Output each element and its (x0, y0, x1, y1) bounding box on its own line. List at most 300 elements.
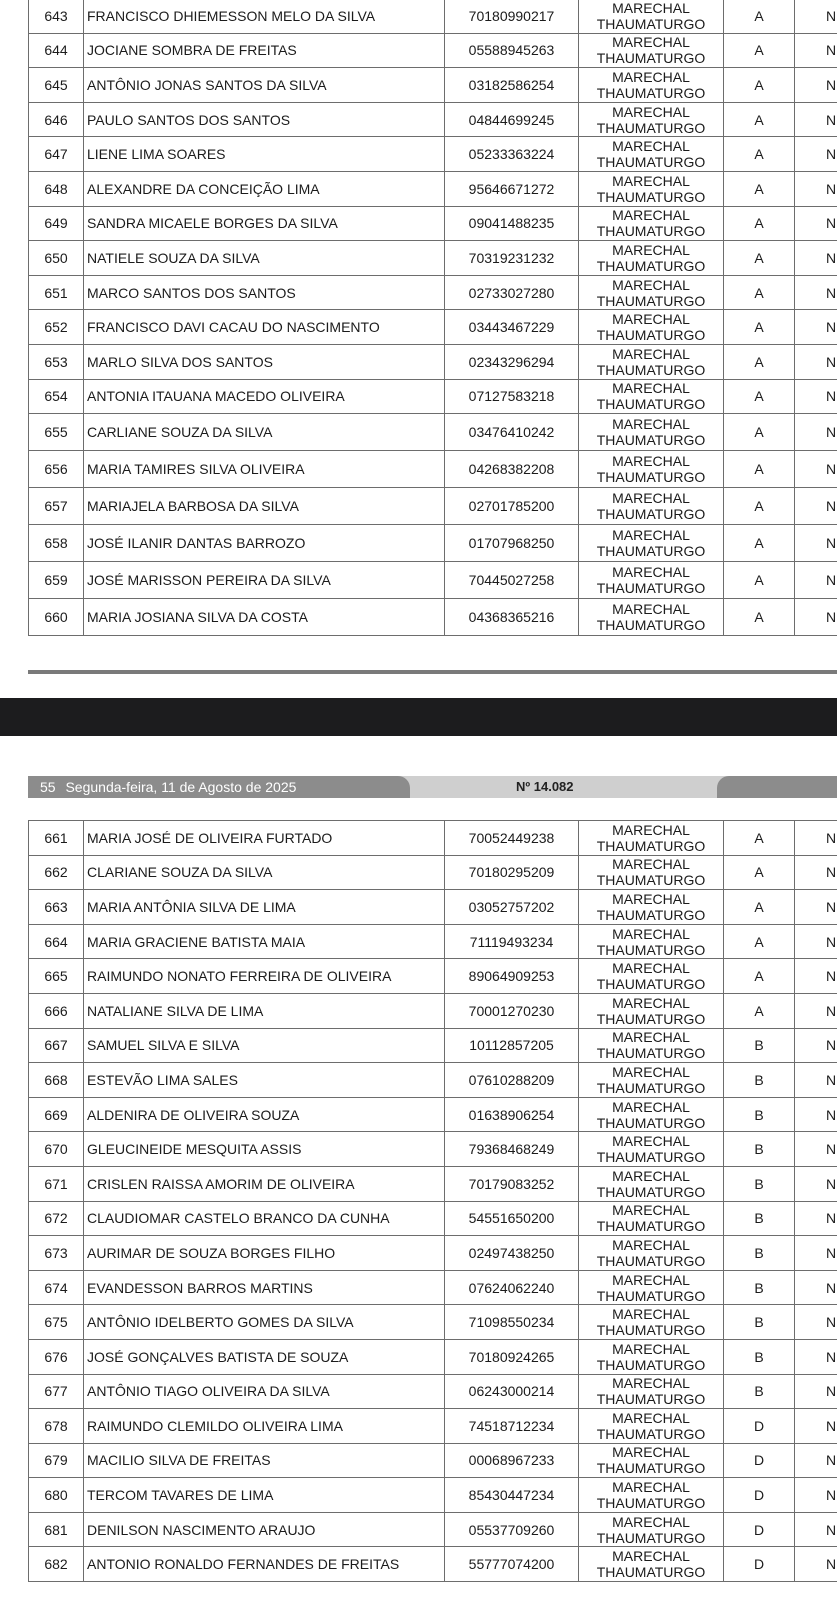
row-name: ANTONIA ITAUANA MACEDO OLIVEIRA (84, 379, 445, 414)
row-flag: N (795, 275, 837, 310)
row-cpf: 01638906254 (445, 1097, 579, 1132)
row-city-line2: THAUMATURGO (596, 543, 706, 560)
table-row (29, 1443, 837, 1478)
row-city-line1: MARECHAL (612, 345, 690, 362)
row-city (579, 33, 724, 68)
row-flag: N (795, 379, 837, 414)
row-number: 663 (29, 890, 84, 925)
row-flag: N (795, 414, 837, 451)
row-city-line2: THAUMATURGO (596, 1252, 706, 1269)
row-city-line1: MARECHAL (612, 0, 690, 16)
row-category: A (724, 102, 795, 137)
row-name: MARIA TAMIRES SILVA OLIVEIRA (84, 451, 445, 488)
page-bottom-rule (28, 670, 837, 674)
row-cpf: 70001270230 (445, 993, 579, 1028)
page-header-left (28, 776, 410, 798)
row-flag: N (795, 241, 837, 276)
row-category: B (724, 1374, 795, 1409)
table-row (29, 562, 837, 599)
row-name: DENILSON NASCIMENTO ARAUJO (84, 1512, 445, 1547)
page-top-margin (0, 736, 837, 776)
row-city-line2: THAUMATURGO (596, 469, 706, 486)
row-city (579, 488, 724, 525)
row-city (579, 1063, 724, 1098)
row-name: SAMUEL SILVA E SILVA (84, 1028, 445, 1063)
row-number: 682 (29, 1547, 84, 1582)
row-cpf: 54551650200 (445, 1201, 579, 1236)
row-city-line2: THAUMATURGO (596, 432, 706, 449)
row-flag: N (795, 525, 837, 562)
row-number: 657 (29, 488, 84, 525)
row-name: ESTEVÃO LIMA SALES (84, 1063, 445, 1098)
row-city (579, 1374, 724, 1409)
row-flag: N (795, 33, 837, 68)
row-category: A (724, 821, 795, 856)
row-flag: N (795, 890, 837, 925)
row-city-line2: THAUMATURGO (596, 1183, 706, 1200)
table-row (29, 924, 837, 959)
row-city-line2: THAUMATURGO (596, 506, 706, 523)
row-cpf: 70180924265 (445, 1339, 579, 1374)
row-cpf: 70319231232 (445, 241, 579, 276)
row-city (579, 171, 724, 206)
row-cpf: 74518712234 (445, 1409, 579, 1444)
row-city-line1: MARECHAL (612, 601, 690, 618)
row-name: MARIA JOSIANA SILVA DA COSTA (84, 599, 445, 636)
table-row (29, 1201, 837, 1236)
row-category: A (724, 890, 795, 925)
table-row (29, 414, 837, 451)
row-category: B (724, 1305, 795, 1340)
row-number: 652 (29, 310, 84, 345)
table-row (29, 1063, 837, 1098)
table-row (29, 488, 837, 525)
table-row (29, 1547, 837, 1582)
row-city-line2: THAUMATURGO (596, 1564, 706, 1581)
row-city-line1: MARECHAL (612, 207, 690, 224)
row-name: EVANDESSON BARROS MARTINS (84, 1270, 445, 1305)
row-number: 656 (29, 451, 84, 488)
row-cpf: 07624062240 (445, 1270, 579, 1305)
row-cpf: 85430447234 (445, 1478, 579, 1513)
row-name: ANTÔNIO JONAS SANTOS DA SILVA (84, 68, 445, 103)
row-city-line2: THAUMATURGO (596, 1391, 706, 1408)
row-number: 651 (29, 275, 84, 310)
row-city (579, 821, 724, 856)
table-row (29, 137, 837, 172)
row-number: 648 (29, 171, 84, 206)
row-city-line2: THAUMATURGO (596, 1495, 706, 1512)
row-city (579, 959, 724, 994)
row-city-line1: MARECHAL (612, 1271, 690, 1288)
row-cpf: 02343296294 (445, 344, 579, 379)
row-name: PAULO SANTOS DOS SANTOS (84, 102, 445, 137)
row-number: 670 (29, 1132, 84, 1167)
row-category: B (724, 1166, 795, 1201)
row-city-line2: THAUMATURGO (596, 257, 706, 274)
row-category: A (724, 599, 795, 636)
row-cpf: 70179083252 (445, 1166, 579, 1201)
row-city-line1: MARECHAL (612, 172, 690, 189)
row-flag: N (795, 1097, 837, 1132)
row-flag: N (795, 1409, 837, 1444)
row-category: A (724, 525, 795, 562)
row-city-line1: MARECHAL (612, 890, 690, 907)
row-name: MARIAJELA BARBOSA DA SILVA (84, 488, 445, 525)
row-city (579, 924, 724, 959)
row-city-line2: THAUMATURGO (596, 396, 706, 413)
roster-table-bottom (28, 820, 837, 1582)
row-flag: N (795, 924, 837, 959)
row-number: 662 (29, 855, 84, 890)
row-number: 679 (29, 1443, 84, 1478)
row-city-line2: THAUMATURGO (596, 1010, 706, 1027)
row-name: MACILIO SILVA DE FREITAS (84, 1443, 445, 1478)
row-city (579, 1201, 724, 1236)
row-city-line1: MARECHAL (612, 856, 690, 873)
row-number: 678 (29, 1409, 84, 1444)
row-city-line2: THAUMATURGO (596, 1114, 706, 1131)
row-city-line1: MARECHAL (612, 276, 690, 293)
row-cpf: 70445027258 (445, 562, 579, 599)
row-city-line1: MARECHAL (612, 1167, 690, 1184)
row-city (579, 241, 724, 276)
row-city (579, 562, 724, 599)
row-city (579, 414, 724, 451)
row-name: AURIMAR DE SOUZA BORGES FILHO (84, 1236, 445, 1271)
row-name: MARIA ANTÔNIA SILVA DE LIMA (84, 890, 445, 925)
row-city-line1: MARECHAL (612, 564, 690, 581)
row-cpf: 00068967233 (445, 1443, 579, 1478)
row-flag: N (795, 855, 837, 890)
table-row (29, 1236, 837, 1271)
table-row (29, 821, 837, 856)
row-city-line1: MARECHAL (612, 1133, 690, 1150)
row-city (579, 310, 724, 345)
table-row (29, 993, 837, 1028)
row-city (579, 525, 724, 562)
row-category: A (724, 0, 795, 33)
row-number: 666 (29, 993, 84, 1028)
row-flag: N (795, 344, 837, 379)
row-number: 669 (29, 1097, 84, 1132)
row-flag: N (795, 1132, 837, 1167)
row-city-line2: THAUMATURGO (596, 941, 706, 958)
row-number: 659 (29, 562, 84, 599)
row-city-line1: MARECHAL (612, 1306, 690, 1323)
row-number: 643 (29, 0, 84, 33)
row-city-line2: THAUMATURGO (596, 119, 706, 136)
table-row (29, 206, 837, 241)
row-city-line1: MARECHAL (612, 103, 690, 120)
row-category: A (724, 451, 795, 488)
row-city (579, 1305, 724, 1340)
row-cpf: 05588945263 (445, 33, 579, 68)
row-city (579, 1270, 724, 1305)
table-row (29, 0, 837, 33)
row-cpf: 95646671272 (445, 171, 579, 206)
row-city-line1: MARECHAL (612, 1029, 690, 1046)
row-cpf: 89064909253 (445, 959, 579, 994)
table-row (29, 102, 837, 137)
row-category: B (724, 1201, 795, 1236)
roster-table-top (28, 0, 837, 636)
row-city-line1: MARECHAL (612, 34, 690, 51)
row-name: ANTONIO RONALDO FERNANDES DE FREITAS (84, 1547, 445, 1582)
row-city (579, 275, 724, 310)
row-flag: N (795, 1028, 837, 1063)
row-category: B (724, 1270, 795, 1305)
row-city-line1: MARECHAL (612, 527, 690, 544)
row-cpf: 01707968250 (445, 525, 579, 562)
table-row (29, 1028, 837, 1063)
table-row (29, 855, 837, 890)
row-city-line2: THAUMATURGO (596, 15, 706, 32)
row-number: 649 (29, 206, 84, 241)
row-cpf: 02733027280 (445, 275, 579, 310)
row-cpf: 55777074200 (445, 1547, 579, 1582)
row-name: FRANCISCO DHIEMESSON MELO DA SILVA (84, 0, 445, 33)
table-row (29, 1305, 837, 1340)
row-number: 664 (29, 924, 84, 959)
row-flag: N (795, 102, 837, 137)
row-cpf: 04844699245 (445, 102, 579, 137)
row-city-line2: THAUMATURGO (596, 1322, 706, 1339)
row-city-line1: MARECHAL (612, 1063, 690, 1080)
row-flag: N (795, 1270, 837, 1305)
table-row (29, 241, 837, 276)
row-flag: N (795, 68, 837, 103)
row-city (579, 206, 724, 241)
row-number: 660 (29, 599, 84, 636)
row-category: B (724, 1132, 795, 1167)
row-city-line2: THAUMATURGO (596, 223, 706, 240)
table-row (29, 344, 837, 379)
row-category: D (724, 1478, 795, 1513)
row-number: 658 (29, 525, 84, 562)
row-cpf: 07127583218 (445, 379, 579, 414)
row-name: CLAUDIOMAR CASTELO BRANCO DA CUNHA (84, 1201, 445, 1236)
table-row (29, 33, 837, 68)
row-category: A (724, 924, 795, 959)
row-city (579, 855, 724, 890)
row-name: MARLO SILVA DOS SANTOS (84, 344, 445, 379)
row-city (579, 0, 724, 33)
row-flag: N (795, 0, 837, 33)
row-category: A (724, 959, 795, 994)
row-city-line2: THAUMATURGO (596, 327, 706, 344)
row-number: 673 (29, 1236, 84, 1271)
table-row (29, 451, 837, 488)
row-name: CARLIANE SOUZA DA SILVA (84, 414, 445, 451)
row-category: B (724, 1097, 795, 1132)
page-header-right-tab (717, 776, 837, 798)
row-flag: N (795, 137, 837, 172)
row-category: A (724, 344, 795, 379)
row-number: 671 (29, 1166, 84, 1201)
row-flag: N (795, 1166, 837, 1201)
row-flag: N (795, 1063, 837, 1098)
row-city-line1: MARECHAL (612, 1375, 690, 1392)
table-row (29, 1512, 837, 1547)
row-city-line1: MARECHAL (612, 416, 690, 433)
row-name: CRISLEN RAISSA AMORIM DE OLIVEIRA (84, 1166, 445, 1201)
row-category: D (724, 1443, 795, 1478)
row-flag: N (795, 1374, 837, 1409)
row-flag: N (795, 959, 837, 994)
row-city-line1: MARECHAL (612, 380, 690, 397)
row-flag: N (795, 1236, 837, 1271)
row-name: TERCOM TAVARES DE LIMA (84, 1478, 445, 1513)
issue-number: Nº 14.082 (516, 779, 574, 794)
row-category: A (724, 68, 795, 103)
row-city-line2: THAUMATURGO (596, 188, 706, 205)
row-cpf: 03182586254 (445, 68, 579, 103)
row-city (579, 1547, 724, 1582)
row-cpf: 05537709260 (445, 1512, 579, 1547)
row-flag: N (795, 993, 837, 1028)
row-category: A (724, 562, 795, 599)
row-category: B (724, 1236, 795, 1271)
top-page (0, 0, 837, 660)
row-name: MARIA JOSÉ DE OLIVEIRA FURTADO (84, 821, 445, 856)
row-name: MARIA GRACIENE BATISTA MAIA (84, 924, 445, 959)
row-city (579, 1443, 724, 1478)
table-row (29, 890, 837, 925)
row-flag: N (795, 451, 837, 488)
row-number: 654 (29, 379, 84, 414)
row-city-line2: THAUMATURGO (596, 1045, 706, 1062)
row-flag: N (795, 1512, 837, 1547)
table-row (29, 379, 837, 414)
row-category: A (724, 379, 795, 414)
row-flag: N (795, 599, 837, 636)
row-city (579, 1097, 724, 1132)
row-flag: N (795, 1305, 837, 1340)
row-city (579, 344, 724, 379)
row-city-line2: THAUMATURGO (596, 361, 706, 378)
row-city-line1: MARECHAL (612, 1098, 690, 1115)
row-name: ANTÔNIO IDELBERTO GOMES DA SILVA (84, 1305, 445, 1340)
page-header (28, 776, 837, 798)
row-city-line2: THAUMATURGO (596, 617, 706, 634)
row-city-line2: THAUMATURGO (596, 1079, 706, 1096)
row-city (579, 890, 724, 925)
row-cpf: 71098550234 (445, 1305, 579, 1340)
row-name: JOSÉ MARISSON PEREIRA DA SILVA (84, 562, 445, 599)
row-cpf: 04268382208 (445, 451, 579, 488)
row-city-line1: MARECHAL (612, 453, 690, 470)
row-cpf: 71119493234 (445, 924, 579, 959)
row-name: NATIELE SOUZA DA SILVA (84, 241, 445, 276)
row-category: A (724, 488, 795, 525)
row-city-line1: MARECHAL (612, 490, 690, 507)
row-name: SANDRA MICAELE BORGES DA SILVA (84, 206, 445, 241)
row-city-line1: MARECHAL (612, 925, 690, 942)
row-category: D (724, 1512, 795, 1547)
table-row (29, 1097, 837, 1132)
row-city-line1: MARECHAL (612, 1479, 690, 1496)
row-flag: N (795, 562, 837, 599)
row-category: A (724, 171, 795, 206)
row-name: ALEXANDRE DA CONCEIÇÃO LIMA (84, 171, 445, 206)
row-cpf: 70180990217 (445, 0, 579, 33)
row-city-line1: MARECHAL (612, 1340, 690, 1357)
row-number: 644 (29, 33, 84, 68)
row-city-line2: THAUMATURGO (596, 292, 706, 309)
row-name: ALDENIRA DE OLIVEIRA SOUZA (84, 1097, 445, 1132)
row-number: 655 (29, 414, 84, 451)
row-category: A (724, 33, 795, 68)
row-number: 653 (29, 344, 84, 379)
row-city-line1: MARECHAL (612, 994, 690, 1011)
row-city (579, 1512, 724, 1547)
row-number: 665 (29, 959, 84, 994)
row-category: A (724, 206, 795, 241)
row-flag: N (795, 1443, 837, 1478)
page-gap-band (0, 698, 837, 736)
row-cpf: 70052449238 (445, 821, 579, 856)
row-category: B (724, 1028, 795, 1063)
row-name: MARCO SANTOS DOS SANTOS (84, 275, 445, 310)
row-flag: N (795, 1339, 837, 1374)
row-number: 647 (29, 137, 84, 172)
row-city-line1: MARECHAL (612, 1444, 690, 1461)
row-name: GLEUCINEIDE MESQUITA ASSIS (84, 1132, 445, 1167)
row-name: JOSÉ ILANIR DANTAS BARROZO (84, 525, 445, 562)
row-flag: N (795, 1547, 837, 1582)
row-city (579, 379, 724, 414)
row-city (579, 1409, 724, 1444)
row-city (579, 1236, 724, 1271)
row-flag: N (795, 171, 837, 206)
row-city-line1: MARECHAL (612, 1236, 690, 1253)
row-city-line2: THAUMATURGO (596, 872, 706, 889)
row-cpf: 70180295209 (445, 855, 579, 890)
row-city-line1: MARECHAL (612, 138, 690, 155)
row-number: 680 (29, 1478, 84, 1513)
row-name: FRANCISCO DAVI CACAU DO NASCIMENTO (84, 310, 445, 345)
table-row (29, 1132, 837, 1167)
row-city (579, 102, 724, 137)
page-number: 55 (40, 779, 56, 795)
row-name: CLARIANE SOUZA DA SILVA (84, 855, 445, 890)
row-cpf: 07610288209 (445, 1063, 579, 1098)
row-city-line1: MARECHAL (612, 1202, 690, 1219)
row-cpf: 02497438250 (445, 1236, 579, 1271)
row-cpf: 03476410242 (445, 414, 579, 451)
row-city-line2: THAUMATURGO (596, 1287, 706, 1304)
row-number: 645 (29, 68, 84, 103)
row-flag: N (795, 488, 837, 525)
bottom-page (0, 814, 837, 1600)
row-city (579, 1028, 724, 1063)
row-city-line1: MARECHAL (612, 68, 690, 85)
row-cpf: 10112857205 (445, 1028, 579, 1063)
row-city (579, 1478, 724, 1513)
row-category: B (724, 1063, 795, 1098)
row-category: A (724, 310, 795, 345)
row-city-line1: MARECHAL (612, 821, 690, 838)
row-number: 661 (29, 821, 84, 856)
row-city-line2: THAUMATURGO (596, 906, 706, 923)
table-row (29, 68, 837, 103)
row-city-line2: THAUMATURGO (596, 1149, 706, 1166)
row-category: A (724, 137, 795, 172)
table-row (29, 525, 837, 562)
row-city-line1: MARECHAL (612, 1409, 690, 1426)
row-city-line1: MARECHAL (612, 960, 690, 977)
